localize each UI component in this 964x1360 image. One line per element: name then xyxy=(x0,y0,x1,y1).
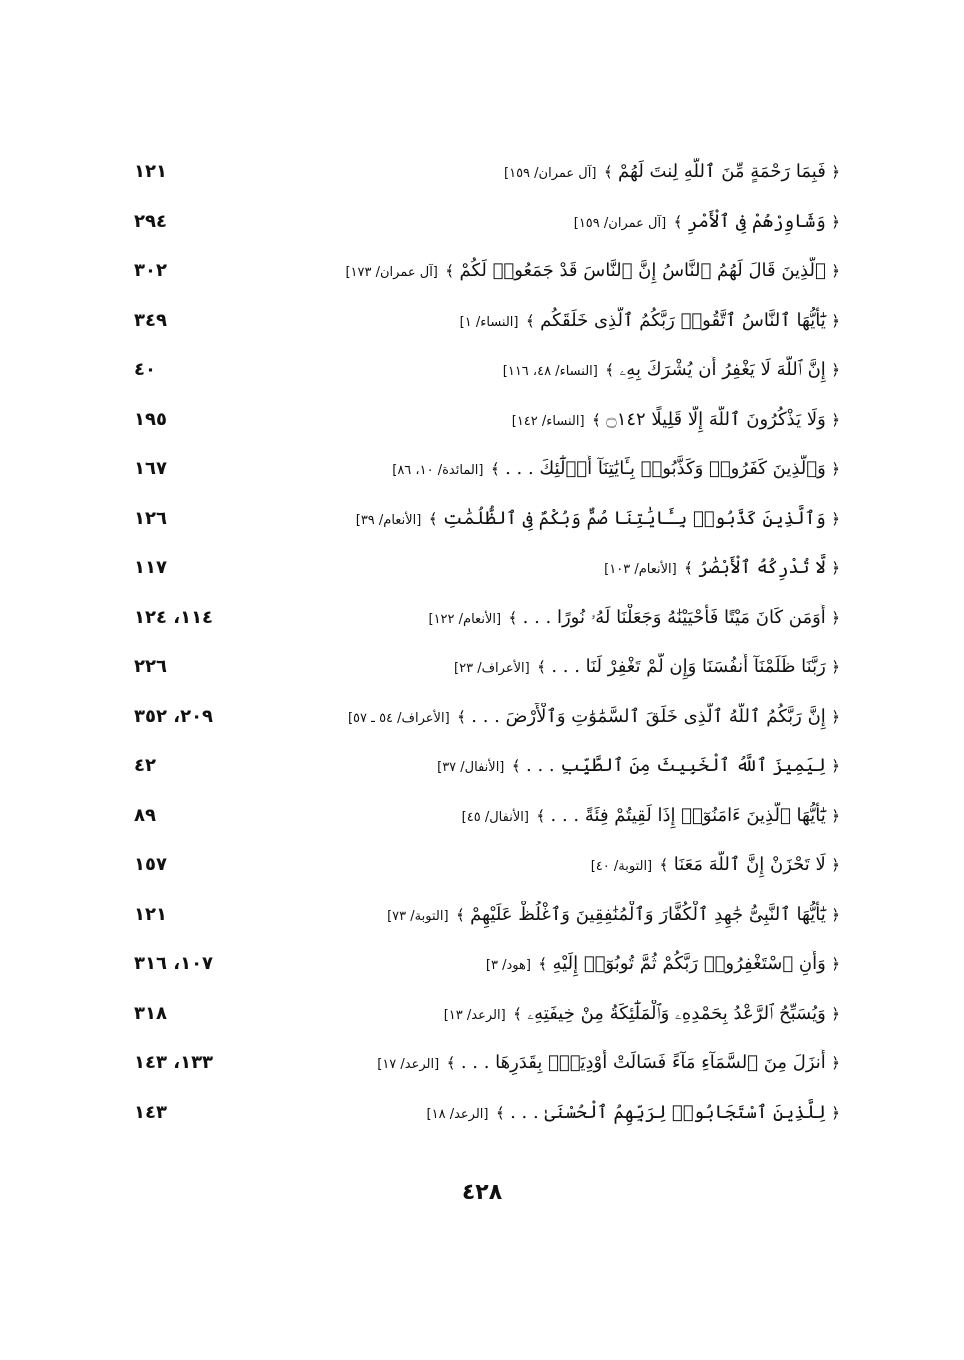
ornate-bracket-open: ﴿ xyxy=(831,806,840,825)
index-entry xyxy=(120,445,840,495)
surah-reference: [آل عمران/ ١٧٣] xyxy=(345,265,438,280)
page-references: ١٠٧، ٣١٦ xyxy=(134,953,214,974)
page-references: ٣٠٢ xyxy=(134,260,167,281)
ornate-bracket-close: ﴾ xyxy=(659,856,669,874)
page-references: ٤٢ xyxy=(134,755,156,776)
surah-reference: [النساء/ ١٤٢] xyxy=(511,413,585,429)
page-references: ١١٤، ١٢٤ xyxy=(134,606,214,628)
ornate-bracket-close: ﴾ xyxy=(525,311,535,330)
verse-text: وَلَا يَذْكُرُونَ ٱللَّهَ إِلَّا قَلِيلًا ۝١٤٢ xyxy=(606,408,826,430)
ornate-bracket-close: ﴾ xyxy=(490,460,500,478)
surah-reference: [الأنعام/ ١٢٢] xyxy=(428,611,502,627)
ornate-bracket-open: ﴿ xyxy=(831,361,840,379)
verse-citation xyxy=(504,158,840,188)
ornate-bracket-close: ﴾ xyxy=(684,559,693,577)
ornate-bracket-open: ﴿ xyxy=(831,1004,840,1023)
ornate-bracket-open: ﴿ xyxy=(831,955,840,973)
page-references: ١٢١ xyxy=(134,903,167,925)
page-references: ٢٩٤ xyxy=(134,210,167,232)
page-number: ٤٢٨ xyxy=(461,1180,503,1205)
page-references: ١٥٧ xyxy=(134,854,167,875)
surah-reference: [الأعراف/ ٢٣] xyxy=(454,661,530,676)
verse-text: رَبَّنَا ظَلَمْنَآ أَنفُسَنَا وَإِن لَّمْ تَغْفِرْ لَنَا . . . xyxy=(551,656,826,677)
ornate-bracket-close: ﴾ xyxy=(457,707,466,726)
ornate-bracket-open: ﴿ xyxy=(831,905,840,924)
surah-reference: [آل عمران/ ١٥٩] xyxy=(573,215,667,231)
verse-index-list xyxy=(120,148,840,1138)
ornate-bracket-close: ﴾ xyxy=(538,955,548,973)
verse-text: وَيُسَبِّحُ ٱلرَّعْدُ بِحَمْدِهِۦ وَٱلْمَلَٰٓئِكَةُ مِنْ خِيفَتِهِۦ xyxy=(527,1002,826,1024)
ornate-bracket-close: ﴾ xyxy=(536,806,546,825)
page-references: ١٢٦ xyxy=(134,507,167,529)
verse-text: وَشَاوِرْهُمْ فِى ٱلْأَمْرِ xyxy=(687,210,826,232)
verse-citation xyxy=(512,406,840,436)
verse-citation xyxy=(377,1049,840,1079)
index-entry xyxy=(120,693,840,743)
verse-text: لَا تَحْزَنْ إِنَّ ٱللَّهَ مَعَنَا xyxy=(673,854,826,875)
verse-citation xyxy=(392,455,840,485)
verse-citation xyxy=(503,356,840,386)
ornate-bracket-close: ﴾ xyxy=(605,361,615,379)
page-references: ٢٢٦ xyxy=(134,656,167,677)
index-entry xyxy=(120,148,840,198)
verse-citation xyxy=(427,1099,840,1129)
surah-reference: [آل عمران/ ١٥٩] xyxy=(504,166,597,181)
index-entry xyxy=(120,396,840,446)
surah-reference: [المائدة/ ١٠، ٨٦] xyxy=(392,463,484,478)
page-references: ٨٩ xyxy=(134,804,156,826)
index-entry xyxy=(120,544,840,594)
surah-reference: [الأعراف/ ٥٤ ـ ٥٧] xyxy=(347,710,450,726)
verse-text: يَٰٓأَيُّهَا ٱلنَّبِىُّ جَٰهِدِ ٱلْكُفَّارَ وَٱلْمُنَٰفِقِينَ وَٱغْلُظْ عَلَيْهِمْ xyxy=(470,903,826,925)
ornate-bracket-open: ﴿ xyxy=(831,1103,840,1122)
verse-text: وَأَنِ ٱسْتَغْفِرُوا۟ رَبَّكُمْ ثُمَّ تُوبُوٓا۟ إِلَيْهِ xyxy=(552,953,826,974)
surah-reference: [الرعد/ ١٧] xyxy=(377,1057,440,1072)
verse-citation xyxy=(429,604,841,634)
page-references: ١٩٥ xyxy=(134,408,167,430)
verse-text: يَٰٓأَيُّهَا ٱلَّذِينَ ءَامَنُوٓا۟ إِذَا لَقِيتُمْ فِئَةً . . . xyxy=(550,804,826,826)
ornate-bracket-open: ﴿ xyxy=(831,163,840,181)
index-entry xyxy=(120,1089,840,1139)
verse-text: لَّا تُدْرِكُهُ ٱلْأَبْصَٰرُ xyxy=(698,557,826,578)
ornate-bracket-open: ﴿ xyxy=(831,757,840,775)
index-entry xyxy=(120,990,840,1040)
ornate-bracket-open: ﴿ xyxy=(831,262,840,280)
verse-text: إِنَّ رَبَّكُمُ ٱللَّهُ ٱلَّذِى خَلَقَ ٱلسَّمَٰوَٰتِ وَٱلْأَرْضَ . . . xyxy=(471,705,826,727)
verse-text: أَوَمَن كَانَ مَيْتًا فَأَحْيَيْنَٰهُ وَجَعَلْنَا لَهُۥ نُورًا . . . xyxy=(522,606,826,628)
ornate-bracket-open: ﴿ xyxy=(831,460,840,478)
verse-citation xyxy=(345,257,840,287)
page-references: ٣٤٩ xyxy=(134,309,167,331)
index-entry xyxy=(120,495,840,545)
verse-citation xyxy=(444,1000,840,1030)
page-references: ١٣٣، ١٤٣ xyxy=(134,1052,214,1073)
ornate-bracket-close: ﴾ xyxy=(508,608,518,627)
verse-text: إِنَّ ٱللَّهَ لَا يَغْفِرُ أَن يُشْرَكَ بِهِۦ xyxy=(619,359,826,380)
index-entry xyxy=(120,742,840,792)
surah-reference: [الأنفال/ ٤٥] xyxy=(461,809,529,825)
ornate-bracket-open: ﴿ xyxy=(831,509,840,528)
verse-citation xyxy=(591,851,840,881)
surah-reference: [الأنعام/ ٣٩] xyxy=(355,512,422,528)
ornate-bracket-close: ﴾ xyxy=(495,1103,505,1122)
verse-citation xyxy=(387,901,840,931)
ornate-bracket-close: ﴾ xyxy=(511,757,521,775)
ornate-bracket-open: ﴿ xyxy=(831,707,840,726)
ornate-bracket-open: ﴿ xyxy=(831,856,840,874)
verse-text: أَنزَلَ مِنَ ٱلسَّمَآءِ مَآءً فَسَالَتْ أَوْدِيَةٌۢ بِقَدَرِهَا . . . xyxy=(460,1052,826,1073)
surah-reference: [هود/ ٣] xyxy=(485,958,531,973)
verse-citation xyxy=(454,653,840,683)
verse-text: وَٱلَّذِينَ كَذَّبُوا۟ بِـَٔايَٰتِنَا صُمٌّ وَبُكْمٌ فِى ٱلظُّلُمَٰتِ xyxy=(442,507,826,529)
surah-reference: [الرعد/ ١٣] xyxy=(443,1007,506,1023)
verse-text: وَٱلَّذِينَ كَفَرُوا۟ وَكَذَّبُوا۟ بِـَٔايَٰتِنَآ أُو۟لَٰٓئِكَ . . . xyxy=(505,458,826,479)
ornate-bracket-close: ﴾ xyxy=(513,1004,522,1023)
ornate-bracket-close: ﴾ xyxy=(673,212,683,231)
page-references: ٤٠ xyxy=(134,359,156,380)
ornate-bracket-open: ﴿ xyxy=(831,212,840,231)
page-references: ١١٧ xyxy=(134,557,167,578)
verse-citation xyxy=(486,950,840,980)
verse-citation xyxy=(437,752,840,782)
index-entry xyxy=(120,297,840,347)
ornate-bracket-open: ﴿ xyxy=(831,1054,840,1072)
index-entry xyxy=(120,841,840,891)
verse-text: لِلَّذِينَ ٱسْتَجَابُوا۟ لِرَبِّهِمُ ٱلْحُسْنَىٰ . . . xyxy=(510,1101,826,1123)
ornate-bracket-close: ﴾ xyxy=(446,1054,456,1072)
page-references: ١٢١ xyxy=(134,161,167,182)
ornate-bracket-open: ﴿ xyxy=(831,559,840,577)
verse-citation xyxy=(460,307,840,337)
surah-reference: [النساء/ ١] xyxy=(459,314,519,330)
surah-reference: [التوبة/ ٤٠] xyxy=(590,859,653,874)
ornate-bracket-open: ﴿ xyxy=(831,608,840,627)
ornate-bracket-close: ﴾ xyxy=(428,509,438,528)
ornate-bracket-close: ﴾ xyxy=(603,163,613,181)
page-references: ٣١٨ xyxy=(134,1002,167,1024)
ornate-bracket-close: ﴾ xyxy=(445,262,455,280)
surah-reference: [النساء/ ٤٨، ١١٦] xyxy=(502,364,598,379)
verse-citation xyxy=(348,703,840,733)
index-entry xyxy=(120,594,840,644)
ornate-bracket-open: ﴿ xyxy=(831,410,840,429)
ornate-bracket-open: ﴿ xyxy=(831,658,840,676)
surah-reference: [الرعد/ ١٨] xyxy=(426,1106,489,1122)
verse-citation xyxy=(462,802,840,832)
index-entry xyxy=(120,198,840,248)
index-entry xyxy=(120,643,840,693)
verse-text: يَٰٓأَيُّهَا ٱلنَّاسُ ٱتَّقُوا۟ رَبَّكُمُ ٱلَّذِى خَلَقَكُم xyxy=(540,309,826,331)
index-entry xyxy=(120,940,840,990)
verse-text: لِيَمِيزَ ٱللَّهُ ٱلْخَبِيثَ مِنَ ٱلطَّيِّبِ . . . xyxy=(526,755,826,776)
index-entry xyxy=(120,792,840,842)
verse-citation xyxy=(356,505,840,535)
ornate-bracket-close: ﴾ xyxy=(537,658,546,676)
verse-text: ٱلَّذِينَ قَالَ لَهُمُ ٱلنَّاسُ إِنَّ ٱلنَّاسَ قَدْ جَمَعُوا۟ لَكُمْ xyxy=(459,260,826,281)
index-entry xyxy=(120,891,840,941)
verse-citation xyxy=(604,554,840,584)
surah-reference: [التوبة/ ٧٣] xyxy=(387,908,449,924)
ornate-bracket-close: ﴾ xyxy=(591,410,601,429)
index-entry xyxy=(120,247,840,297)
surah-reference: [الأنعام/ ١٠٣] xyxy=(604,562,677,577)
page-references: ٢٠٩، ٣٥٢ xyxy=(134,705,214,727)
verse-text: فَبِمَا رَحْمَةٍ مِّنَ ٱللَّهِ لِنتَ لَهُمْ xyxy=(618,161,826,182)
verse-citation xyxy=(574,208,840,238)
index-entry xyxy=(120,1039,840,1089)
page-references: ١٤٣ xyxy=(134,1101,167,1123)
page-references: ١٦٧ xyxy=(134,458,167,479)
surah-reference: [الأنفال/ ٣٧] xyxy=(437,760,505,775)
ornate-bracket-close: ﴾ xyxy=(455,905,465,924)
index-entry xyxy=(120,346,840,396)
ornate-bracket-open: ﴿ xyxy=(831,311,840,330)
